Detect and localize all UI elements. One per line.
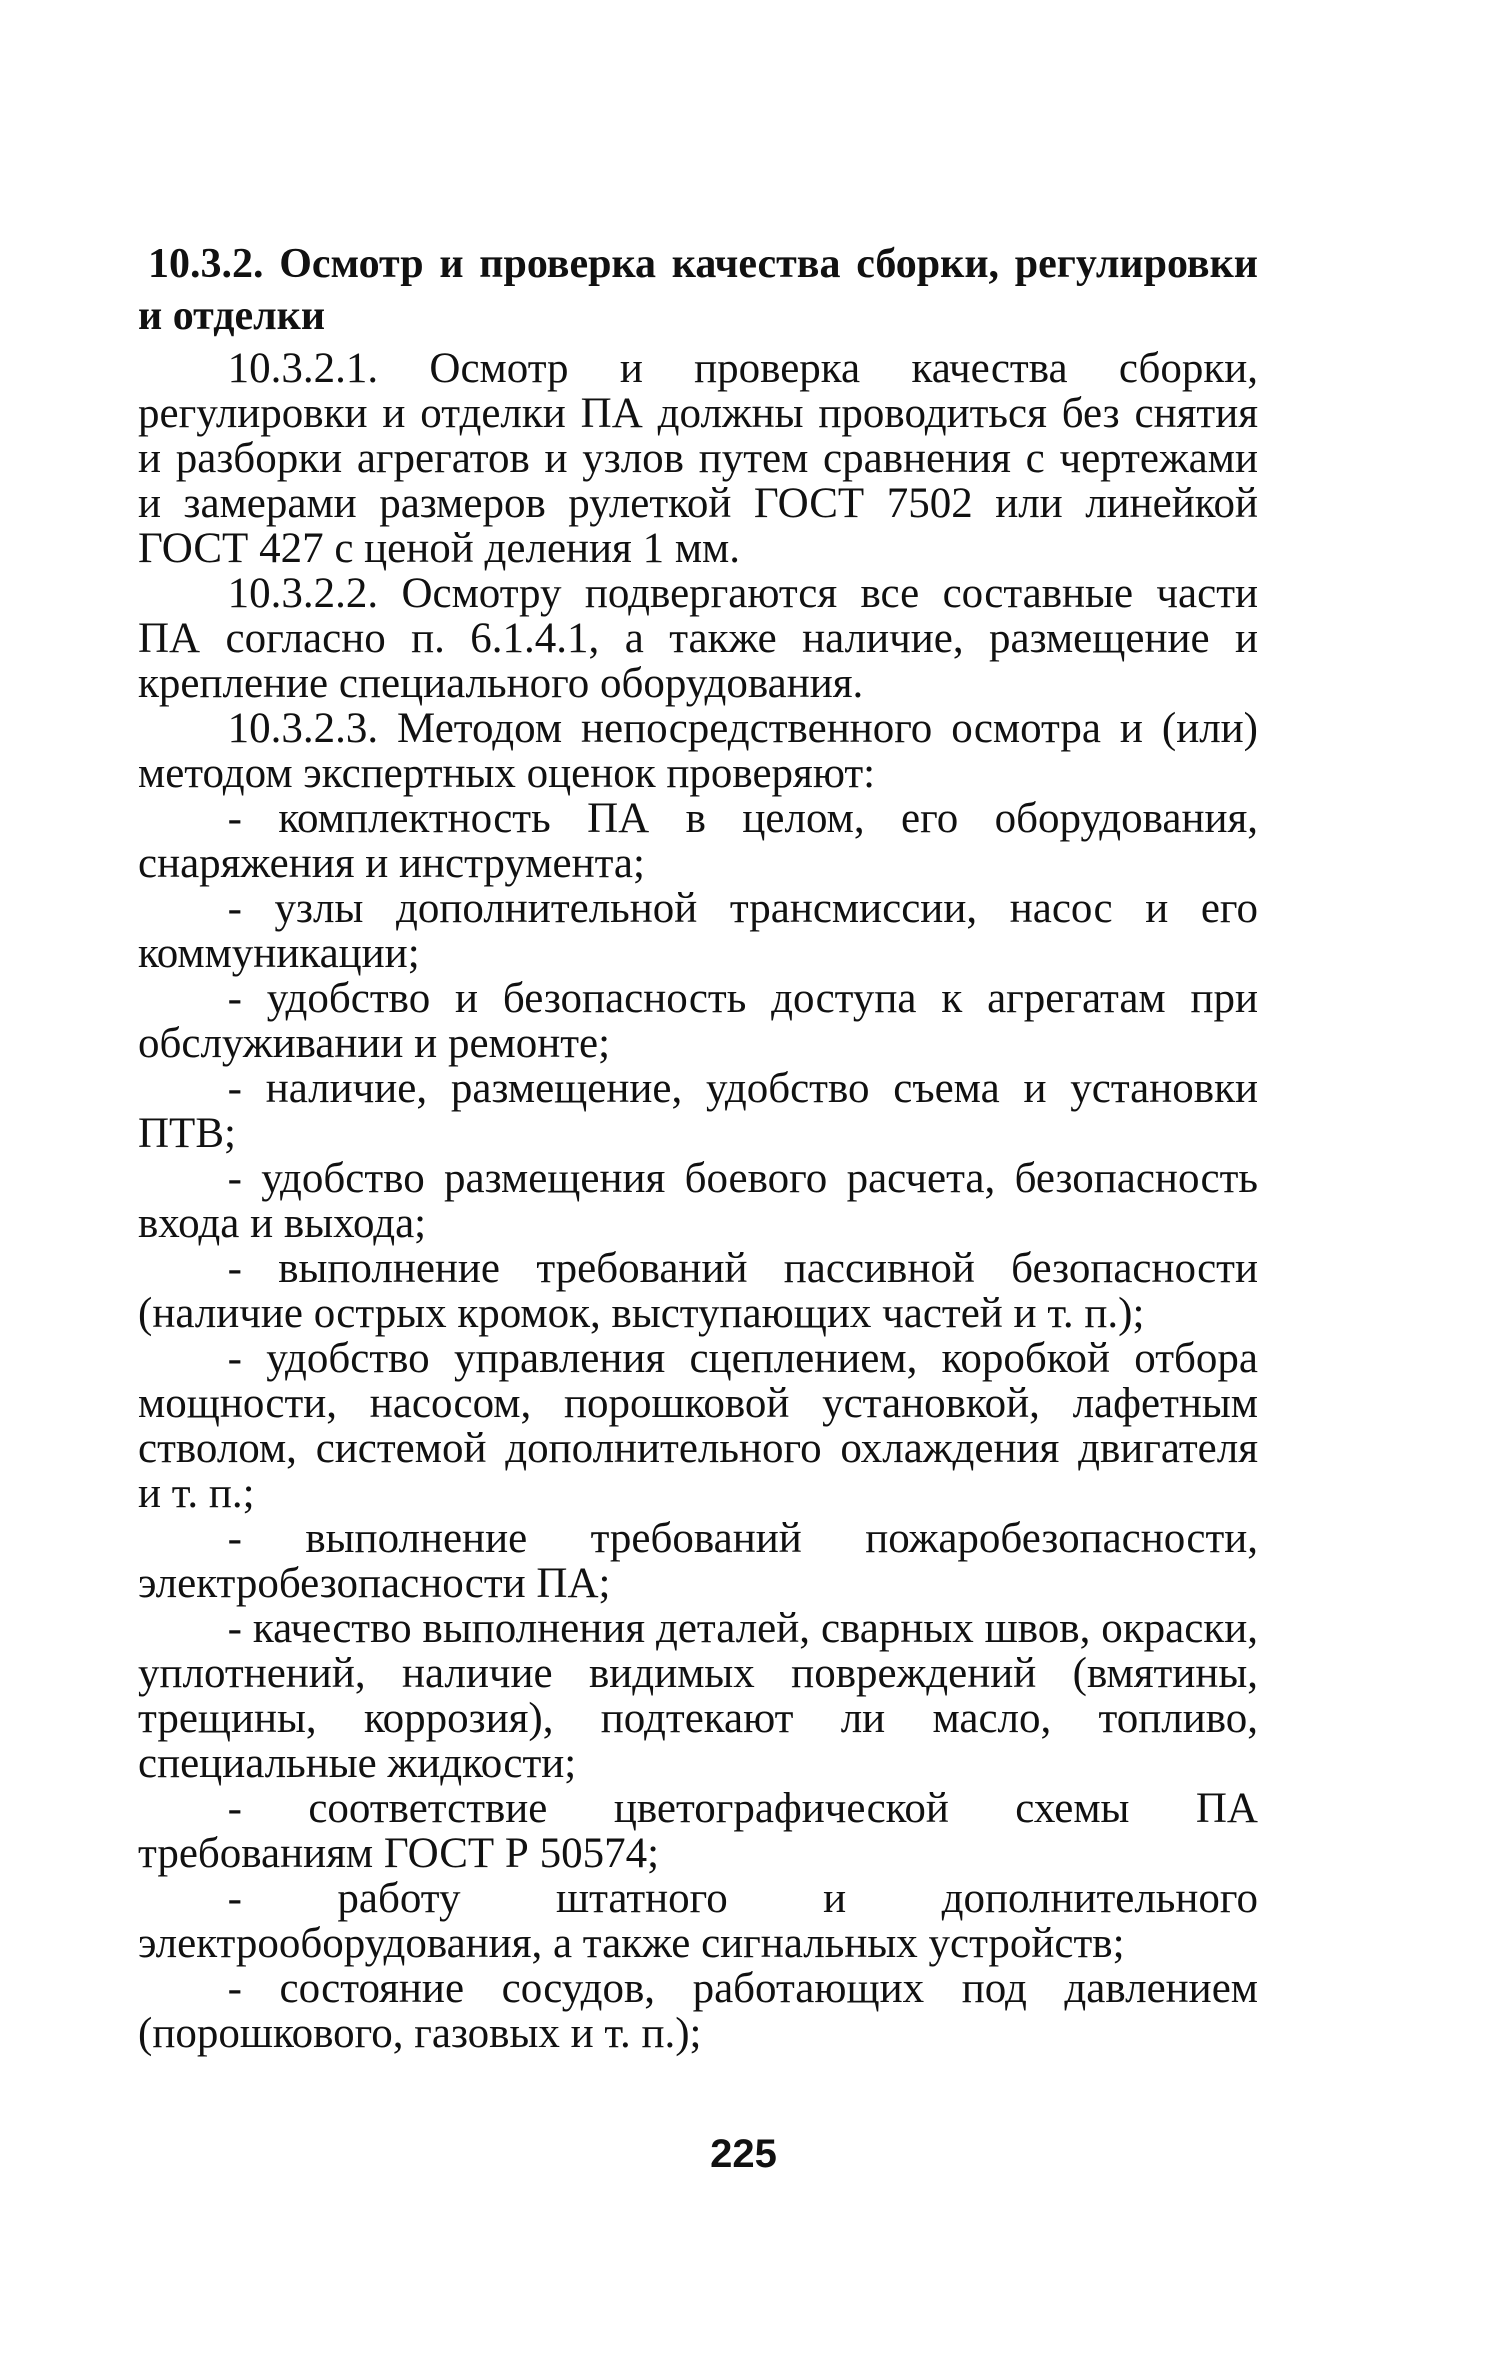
list-item: - состояние сосудов, работающих под давлением (порошкового, газовых и т. п.); xyxy=(138,1965,1258,2057)
list-item: - выполнение требований пожаробезопасности, электробезопасности ПА; xyxy=(138,1515,1258,1607)
list-item: - удобство и безопасность доступа к агрегатам при обслуживании и ремонте; xyxy=(138,975,1258,1067)
list-item: - наличие, размещение, удобство съема и установки ПТВ; xyxy=(138,1065,1258,1157)
paragraph-10-3-2-3: 10.3.2.3. Методом непосредственного осмотра и (или) методом экспертных оценок проверяют: xyxy=(138,705,1258,797)
section-heading: 10.3.2. Осмотр и проверка качества сборки, регулировки и отделки xyxy=(138,241,1258,339)
list-item: - выполнение требований пассивной безопасности (наличие острых кромок, выступающих частей и т. п.); xyxy=(138,1245,1258,1337)
list-item: - узлы дополнительной трансмиссии, насос и его коммуникации; xyxy=(138,885,1258,977)
document-page xyxy=(138,238,1258,2056)
paragraph-10-3-2-1: 10.3.2.1. Осмотр и проверка качества сборки, регулировки и отделки ПА должны проводиться без снятия и разборки агрегатов и узлов путем сравнения с чертежами и замерами размеров рулеткой ГОСТ 7502 или линейкой ГОСТ 427 с ценой деления 1 мм. xyxy=(138,345,1258,572)
list-item: - удобство размещения боевого расчета, безопасность входа и выхода; xyxy=(138,1155,1258,1247)
list-item: - качество выполнения деталей, сварных швов, окраски, уплотнений, наличие видимых повреждений (вмятины, трещины, коррозия), подтекают ли масло, топливо, специальные жидкости; xyxy=(138,1605,1258,1787)
paragraph-10-3-2-2: 10.3.2.2. Осмотру подвергаются все составные части ПА согласно п. 6.1.4.1, а также наличие, размещение и крепление специального оборудования. xyxy=(138,570,1258,707)
list-item: - работу штатного и дополнительного электрооборудования, а также сигнальных устройств; xyxy=(138,1875,1258,1967)
list-item: - удобство управления сцеплением, коробкой отбора мощности, насосом, порошковой установкой, лафетным стволом, системой дополнительного охлаждения двигателя и т. п.; xyxy=(138,1335,1258,1517)
list-item: - комплектность ПА в целом, его оборудования, снаряжения и инструмента; xyxy=(138,795,1258,887)
page-number: 225 xyxy=(710,2132,777,2176)
list-item: - соответствие цветографической схемы ПА требованиям ГОСТ Р 50574; xyxy=(138,1785,1258,1877)
